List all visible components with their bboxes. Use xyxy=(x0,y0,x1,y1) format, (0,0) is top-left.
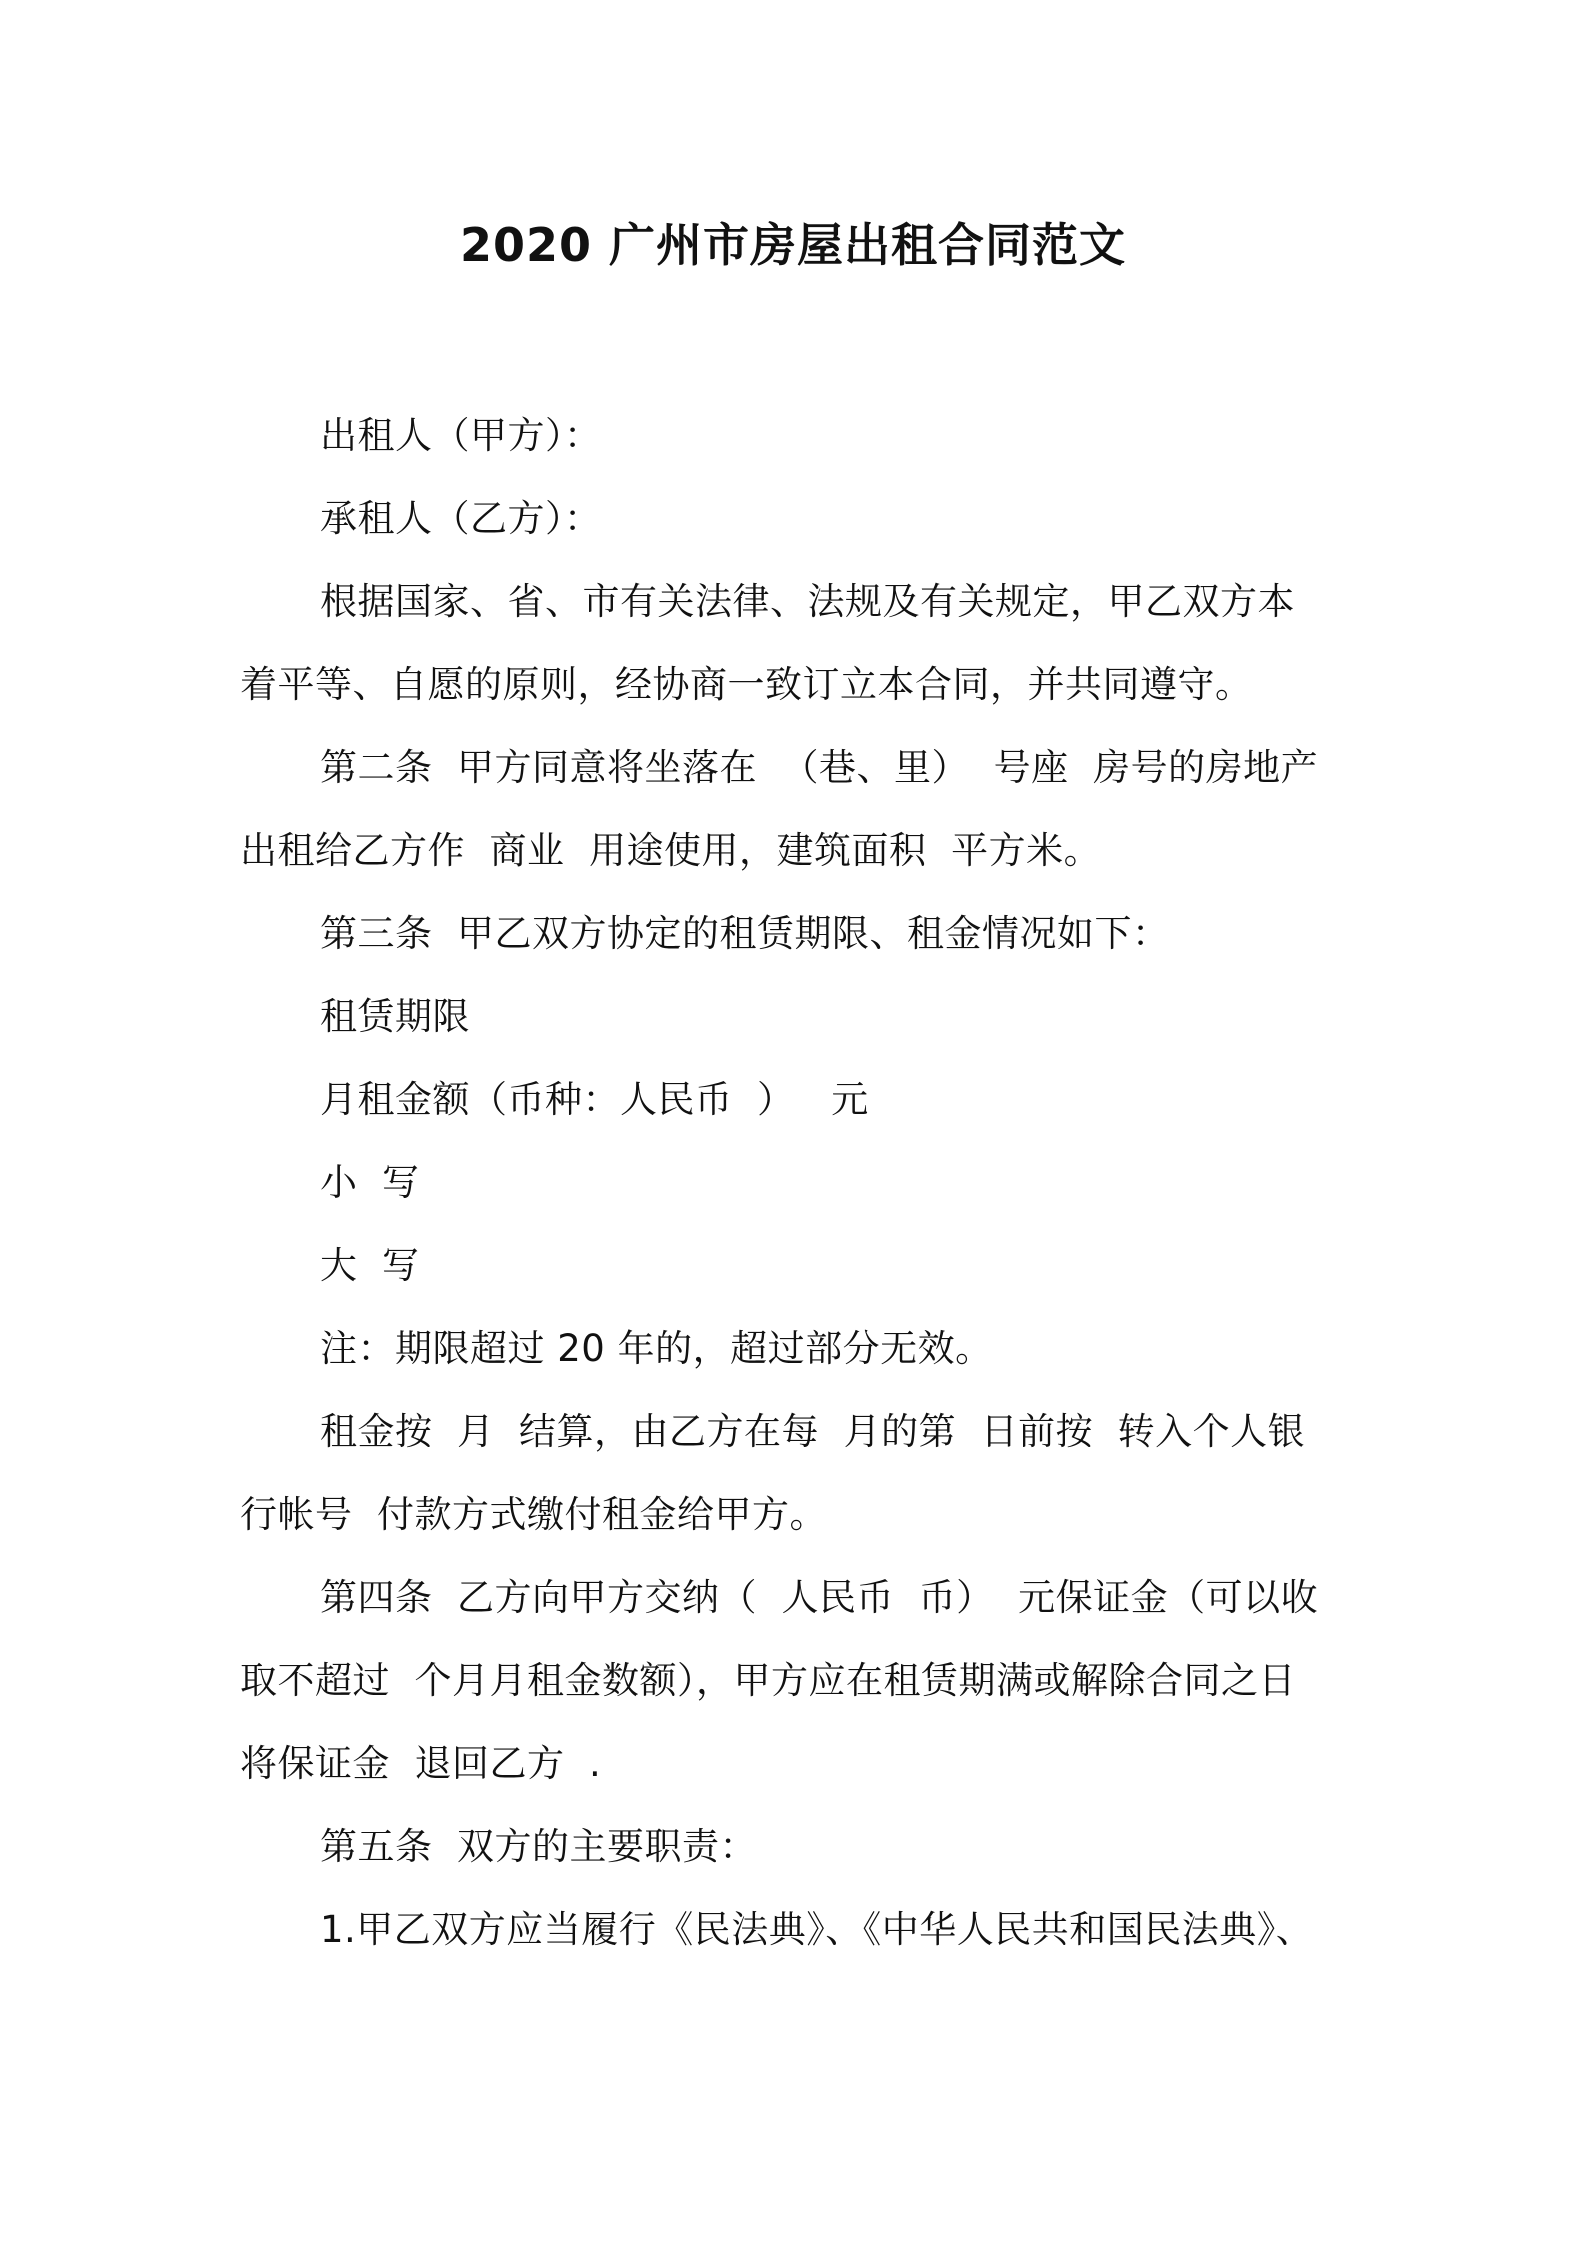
preamble-line-2: 着平等、自愿的原则，经协商一致订立本合同，并共同遵守。 xyxy=(240,663,1253,706)
payment-line-1: 租金按 月 结算，由乙方在每 月的第 日前按 转入个人银 xyxy=(320,1410,1306,1453)
article-2-line-1: 第二条 甲方同意将坐落在 （巷、里） 号座 房号的房地产 xyxy=(320,746,1319,789)
lessee-line: 承租人（乙方）： xyxy=(320,497,602,540)
preamble-line-1: 根据国家、省、市有关法律、法规及有关规定，甲乙双方本 xyxy=(320,580,1295,623)
lease-term-label: 租赁期限 xyxy=(320,995,470,1038)
term-note: 注：期限超过 20 年的，超过部分无效。 xyxy=(320,1327,993,1370)
article-2-line-2: 出租给乙方作 商业 用途使用，建筑面积 平方米。 xyxy=(240,829,1102,872)
monthly-rent-label: 月租金额（币种：人民币 ） 元 xyxy=(320,1078,869,1121)
amount-lowercase-label: 小 写 xyxy=(320,1161,420,1204)
article-4-line-2: 取不超过 个月月租金数额），甲方应在租赁期满或解除合同之日 xyxy=(240,1659,1297,1702)
article-3-heading: 第三条 甲乙双方协定的租赁期限、租金情况如下： xyxy=(320,912,1170,955)
lessor-line: 出租人（甲方）： xyxy=(320,414,602,457)
article-5-item-1: 1.甲乙双方应当履行《民法典》、《中华人民共和国民法典》、 xyxy=(320,1908,1314,1951)
article-4-line-1: 第四条 乙方向甲方交纳（ 人民币 币） 元保证金（可以收 xyxy=(320,1576,1319,1619)
article-5-heading: 第五条 双方的主要职责： xyxy=(320,1825,758,1868)
article-4-line-3: 将保证金 退回乙方 . xyxy=(240,1742,602,1785)
amount-uppercase-label: 大 写 xyxy=(320,1244,420,1287)
document-title: 2020 广州市房屋出租合同范文 xyxy=(459,218,1127,272)
payment-line-2: 行帐号 付款方式缴付租金给甲方。 xyxy=(240,1493,828,1536)
